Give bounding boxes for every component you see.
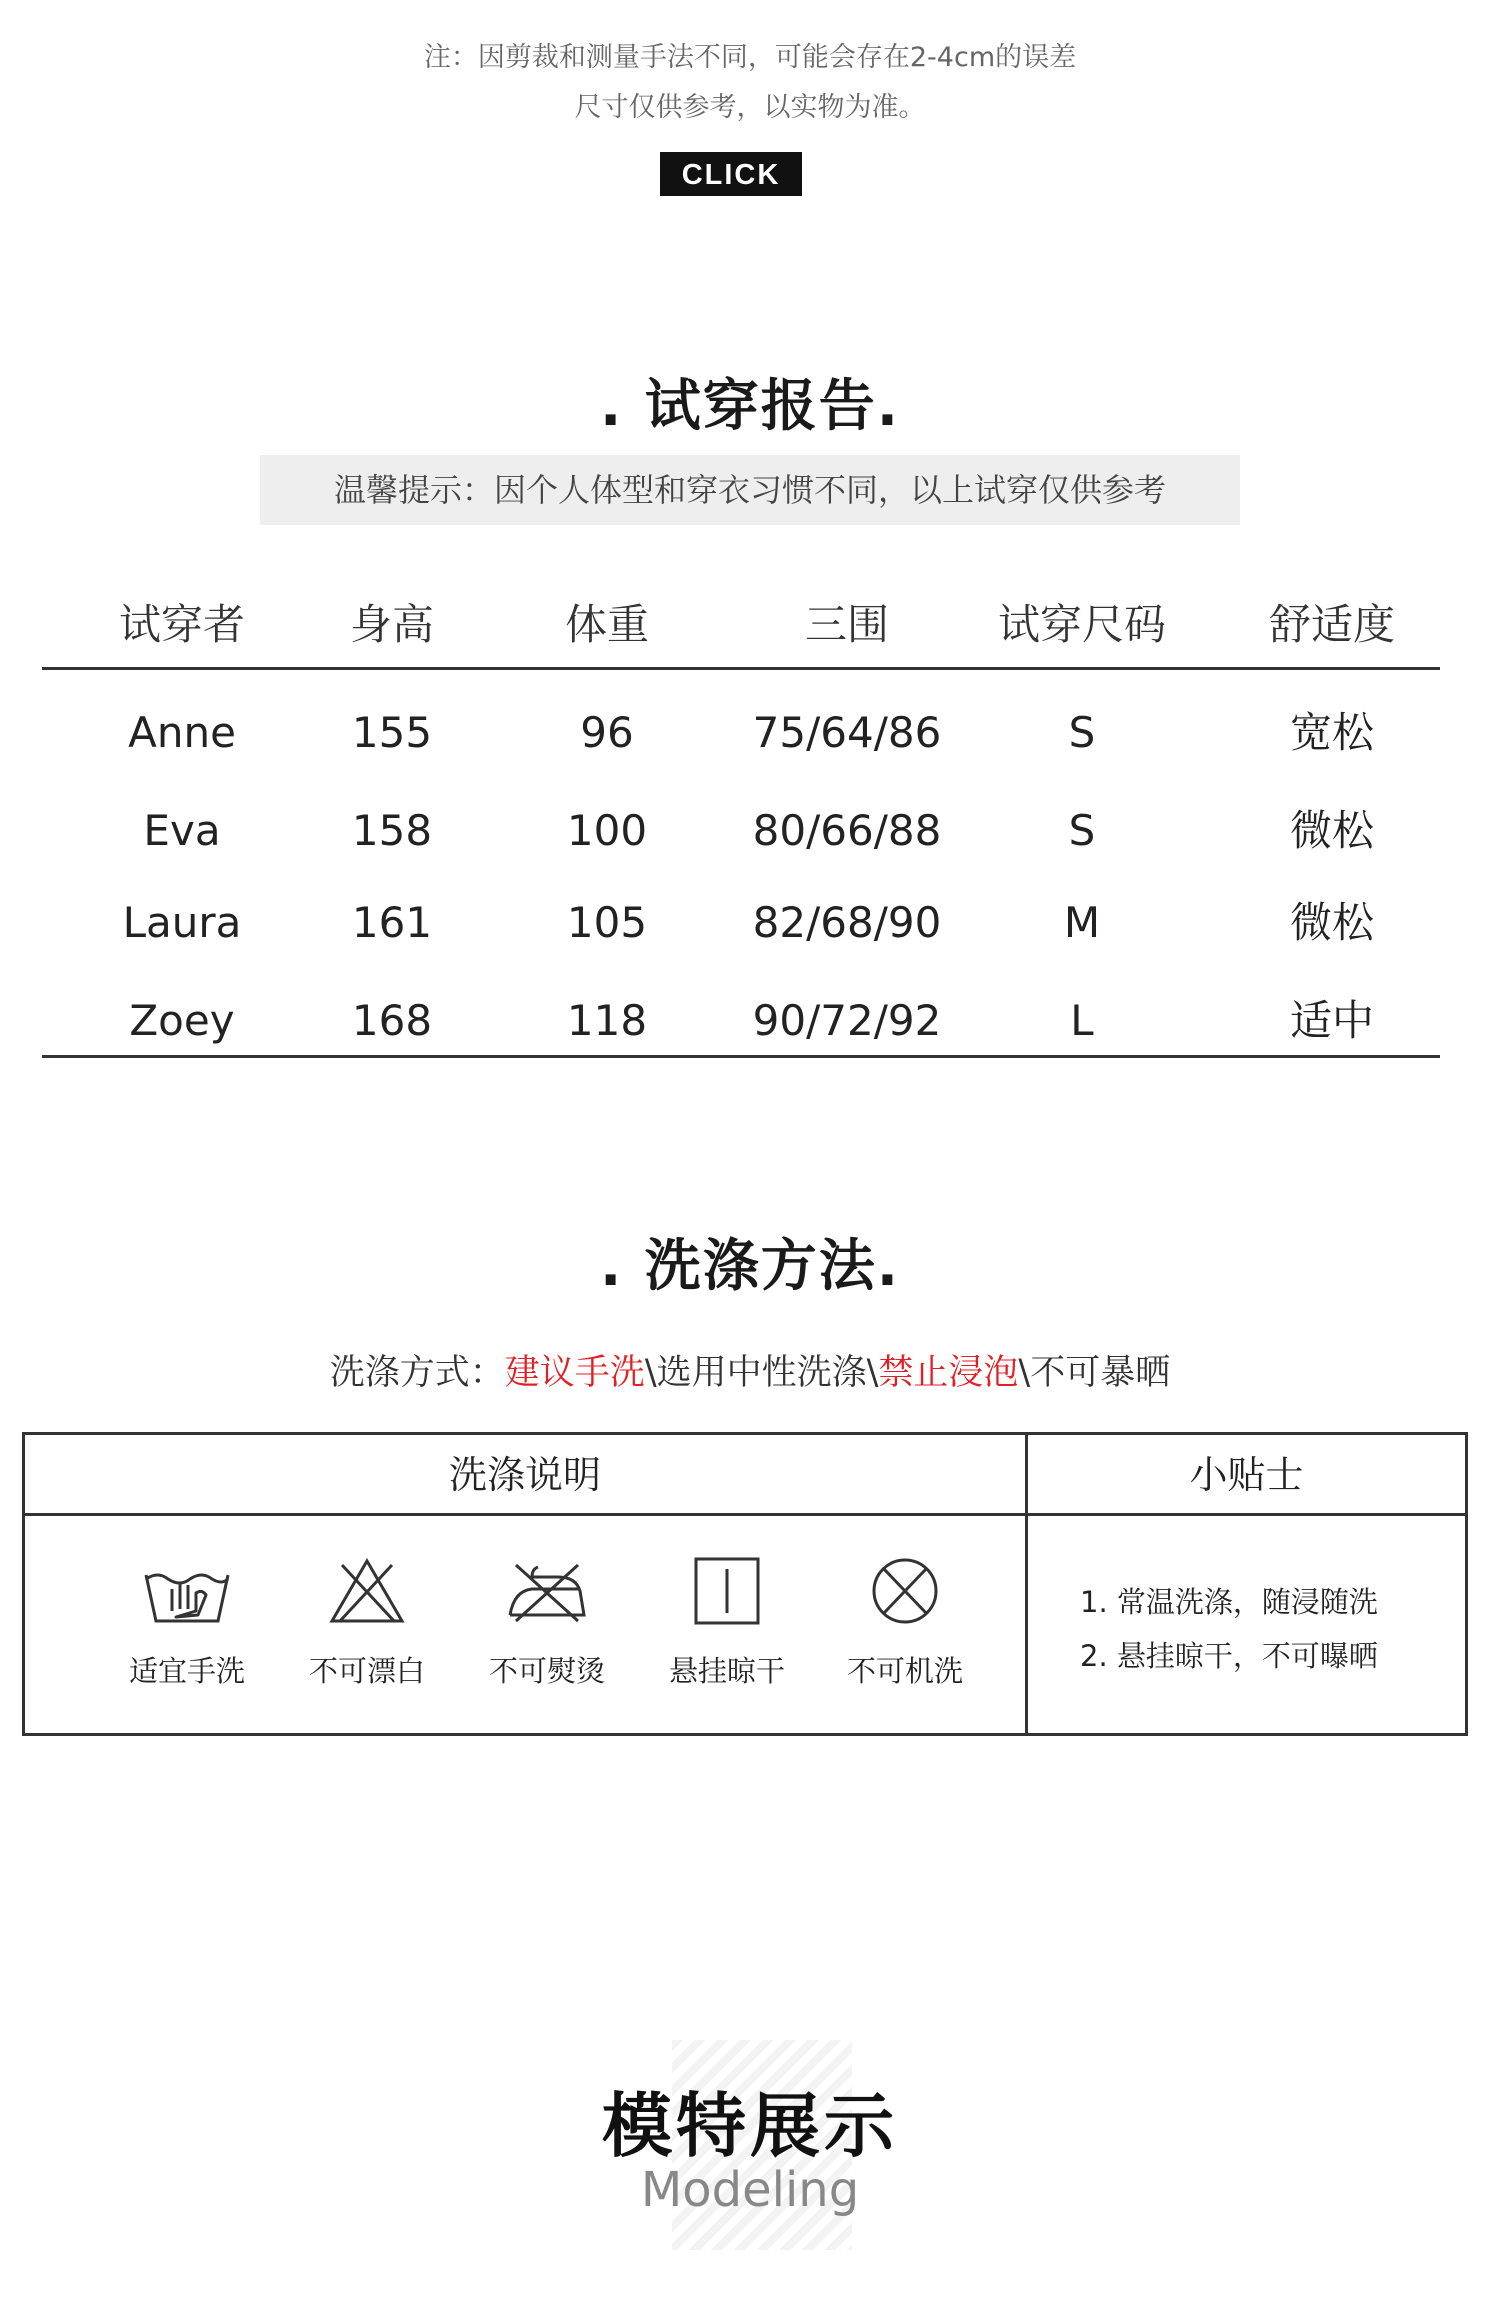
care-item-no-bleach	[287, 1555, 447, 1690]
table-cell: Laura	[122, 898, 242, 947]
table-cell: M	[1063, 898, 1101, 947]
no-iron-icon	[502, 1555, 592, 1627]
column-header: 身高	[349, 600, 434, 649]
column-header: 试穿尺码	[997, 600, 1166, 649]
care-tips	[1080, 1575, 1378, 1683]
table-cell: 宽松	[1289, 708, 1374, 757]
click-badge[interactable]: CLICK	[660, 152, 802, 196]
table-row	[42, 976, 1440, 1066]
table-cell: 100	[566, 806, 648, 855]
care-column-divider	[1025, 1435, 1028, 1733]
hand-wash-recommendation: 建议手洗	[504, 1353, 645, 1393]
table-cell: 118	[566, 996, 648, 1045]
table-row	[42, 688, 1440, 778]
care-item-hand-wash	[107, 1555, 267, 1690]
table-cell: 158	[351, 806, 433, 855]
care-label: 悬挂晾干	[668, 1654, 785, 1688]
tips-header: 小贴士	[1189, 1453, 1304, 1497]
column-header: 三围	[804, 600, 889, 649]
table-cell: 适中	[1289, 996, 1374, 1045]
care-header-divider	[25, 1513, 1465, 1516]
table-cell: 168	[351, 996, 433, 1045]
fitting-tip: 温馨提示：因个人体型和穿衣习惯不同，以上试穿仅供参考	[260, 455, 1240, 525]
fitting-report-title: . 试穿报告.	[599, 374, 901, 439]
reference-note: 尺寸仅供参考，以实物为准。	[574, 92, 926, 123]
table-cell: 微松	[1289, 806, 1374, 855]
table-header-divider	[42, 667, 1440, 670]
care-instructions-table	[22, 1432, 1468, 1736]
table-cell: 155	[351, 708, 433, 757]
table-cell: 80/66/88	[752, 806, 942, 855]
care-label: 不可机洗	[846, 1654, 963, 1688]
no-soak-warning: 禁止浸泡	[878, 1353, 1019, 1393]
table-cell: 75/64/86	[752, 708, 942, 757]
table-cell: Zoey	[129, 996, 235, 1045]
table-cell: 90/72/92	[752, 996, 942, 1045]
column-header: 体重	[564, 600, 649, 649]
modeling-title: 模特展示	[602, 2085, 898, 2167]
table-cell: Eva	[143, 806, 221, 855]
care-label: 不可熨烫	[488, 1654, 605, 1688]
table-cell: 微松	[1289, 898, 1374, 947]
column-header: 舒适度	[1268, 600, 1395, 649]
washing-title: . 洗涤方法.	[599, 1234, 901, 1299]
no-sun-text: \不可暴晒	[1018, 1353, 1171, 1393]
instructions-header: 洗涤说明	[448, 1453, 601, 1497]
table-cell: S	[1068, 708, 1096, 757]
table-cell: S	[1068, 806, 1096, 855]
table-row	[42, 878, 1440, 968]
care-item-no-iron	[467, 1555, 627, 1690]
tip-item: 1. 常温洗涤，随浸随洗	[1080, 1585, 1378, 1619]
table-cell: 105	[566, 898, 648, 947]
table-cell: Anne	[128, 708, 236, 757]
neutral-detergent-text: \选用中性洗涤\	[644, 1353, 879, 1393]
care-item-no-machine-wash	[825, 1555, 985, 1690]
table-cell: 82/68/90	[752, 898, 942, 947]
table-cell: L	[1070, 996, 1094, 1045]
table-header-row	[42, 580, 1440, 670]
column-header: 试穿者	[118, 600, 245, 649]
washing-method-line	[0, 1345, 1500, 1395]
modeling-subtitle: Modeling	[640, 2162, 860, 2218]
table-cell: 96	[580, 708, 634, 757]
no-bleach-icon	[322, 1555, 412, 1627]
washing-method-prefix: 洗涤方式：	[329, 1353, 505, 1393]
measurement-note: 注：因剪裁和测量手法不同，可能会存在2-4cm的误差	[423, 42, 1077, 73]
table-cell: 161	[351, 898, 433, 947]
care-item-hang-dry	[647, 1555, 807, 1690]
hang-dry-icon	[682, 1555, 772, 1627]
tip-item: 2. 悬挂晾干，不可曝晒	[1080, 1639, 1378, 1673]
care-label: 不可漂白	[308, 1654, 425, 1688]
no-machine-wash-icon	[860, 1555, 950, 1627]
hand-wash-icon	[142, 1555, 232, 1627]
table-bottom-divider	[42, 1055, 1440, 1058]
table-row	[42, 786, 1440, 876]
care-label: 适宜手洗	[128, 1654, 245, 1688]
